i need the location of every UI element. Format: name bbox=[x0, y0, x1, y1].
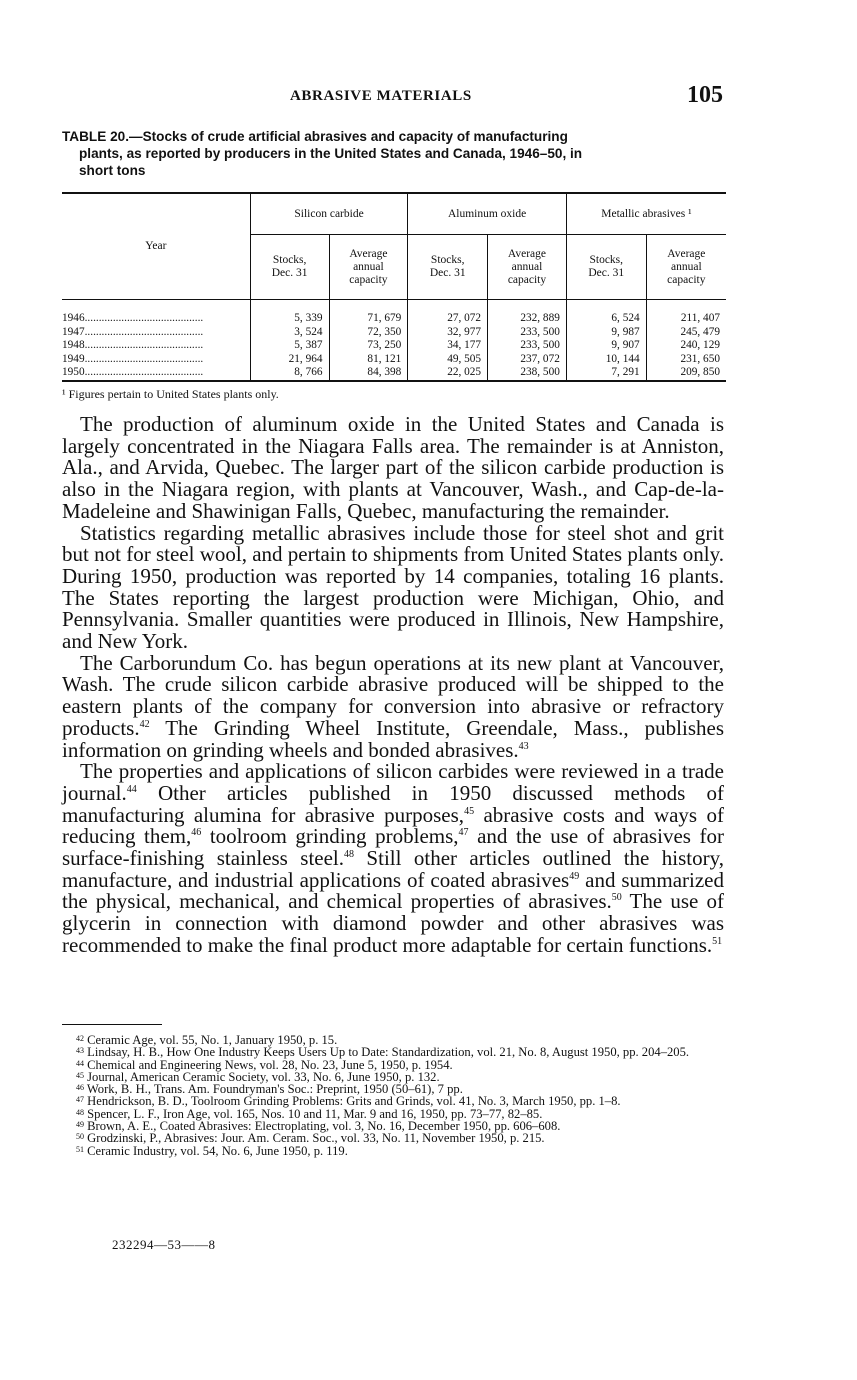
footnote: $^{45}$ Journal, American Ceramic Society, vol. 33, No. 6, June 1950, p. 132. bbox=[76, 1069, 440, 1084]
table-cell: 49, 505 bbox=[408, 353, 488, 367]
table-cell: 240, 129 bbox=[646, 339, 726, 353]
table-cell: 10, 144 bbox=[566, 353, 646, 367]
footnote: $^{46}$ Work, B. H., Trans. Am. Foundryman's Soc.: Preprint, 1950 (50–61), 7 pp. bbox=[76, 1082, 463, 1097]
table-row bbox=[62, 339, 726, 353]
table-cell: 32, 977 bbox=[408, 326, 488, 340]
table-row bbox=[62, 353, 726, 367]
footnotes bbox=[62, 1034, 726, 1157]
group-header-aluminum-oxide: Aluminum oxide bbox=[408, 193, 567, 235]
year-cell: 1948.......................................... bbox=[62, 339, 204, 351]
group-header-metallic-abrasives: Metallic abrasives ¹ bbox=[566, 193, 726, 235]
table-cell: 5, 339 bbox=[250, 300, 329, 326]
footnote-ref[interactable]: 46 bbox=[191, 827, 202, 839]
table-cell: 81, 121 bbox=[329, 353, 408, 367]
table-cell: 73, 250 bbox=[329, 339, 408, 353]
year-cell: 1946.......................................... bbox=[62, 312, 204, 324]
footnote-divider bbox=[62, 1024, 162, 1025]
table-cell: 233, 500 bbox=[488, 339, 567, 353]
table-cell: 211, 407 bbox=[646, 300, 726, 326]
table-cell: 237, 072 bbox=[488, 353, 567, 367]
subheader-capacity: Average annual capacity bbox=[646, 235, 726, 300]
footnote: $^{51}$ Ceramic Industry, vol. 54, No. 6, June 1950, p. 119. bbox=[76, 1143, 348, 1158]
caption-line: short tons bbox=[79, 163, 146, 178]
table-cell: 9, 907 bbox=[566, 339, 646, 353]
table-cell: 22, 025 bbox=[408, 366, 488, 381]
year-column-header: Year bbox=[62, 193, 250, 300]
footnote-ref[interactable]: 51 bbox=[712, 935, 723, 947]
print-code: 232294—53——8 bbox=[112, 1237, 216, 1252]
table-cell: 8, 766 bbox=[250, 366, 329, 381]
table-footnote: ¹ Figures pertain to United States plants only. bbox=[62, 387, 279, 401]
paragraph: The Carborundum Co. has begun operations at its new plant at Vancouver, Wash. The crude silicon carbide abrasive produced will be shipped to the eastern plants of the company for conversion into abrasive or refractory products.$^{42}$ The Grinding Wheel Institute, Greendale, Mass., publishes information on grinding wheels and bonded abrasives.$^{43}$ bbox=[62, 650, 724, 762]
paragraph: The production of aluminum oxide in the United States and Canada is largely concentrated in the Niagara Falls area. The remainder is at Anniston, Ala., and Arvida, Quebec. The larger part of the silicon carbide production is also in the Niagara region, with plants at Vancouver, Wash., and Cap-de-la-Madeleine and Shawinigan Falls, Quebec, manufacturing the remainder. bbox=[62, 412, 724, 523]
table-cell: 6, 524 bbox=[566, 300, 646, 326]
footnote: $^{49}$ Brown, A. E., Coated Abrasives: Electroplating, vol. 3, No. 16, December 1950, pp. 606–608. bbox=[76, 1119, 561, 1134]
year-cell: 1950.......................................... bbox=[62, 366, 250, 381]
table-cell: 232, 889 bbox=[488, 300, 567, 326]
footnote: $^{43}$ Lindsay, H. B., How One Industry Keeps Users Up to Date: Standardization, vol. 21, No. 8, August 1950, pp. 204–205. bbox=[76, 1045, 690, 1060]
body-text bbox=[62, 414, 724, 957]
table-cell: 231, 650 bbox=[646, 353, 726, 367]
table-cell: 84, 398 bbox=[329, 366, 408, 381]
table-cell: 245, 479 bbox=[646, 326, 726, 340]
footnote: $^{42}$ Ceramic Age, vol. 55, No. 1, January 1950, p. 15. bbox=[76, 1033, 338, 1047]
table-cell: 34, 177 bbox=[408, 339, 488, 353]
table-cell: 7, 291 bbox=[566, 366, 646, 381]
group-header-silicon-carbide: Silicon carbide bbox=[250, 193, 408, 235]
table-cell: 72, 350 bbox=[329, 326, 408, 340]
footnote-ref[interactable]: 50 bbox=[611, 892, 622, 904]
table-cell: 21, 964 bbox=[250, 353, 329, 367]
year-cell: 1949.......................................... bbox=[62, 352, 204, 365]
subheader-capacity: Average annual capacity bbox=[488, 235, 567, 300]
footnote: $^{48}$ Spencer, L. F., Iron Age, vol. 165, Nos. 10 and 11, Mar. 9 and 16, 1950, pp. 73–77, 82–85. bbox=[76, 1106, 543, 1121]
stocks-capacity-table bbox=[62, 192, 726, 382]
table-cell: 71, 679 bbox=[329, 300, 408, 326]
subheader-stocks: Stocks, Dec. 31 bbox=[566, 235, 646, 300]
caption-line: TABLE 20.—Stocks of crude artificial abrasives and capacity of manufacturing bbox=[62, 129, 568, 144]
table-cell: 209, 850 bbox=[646, 366, 726, 381]
caption-line: plants, as reported by producers in the United States and Canada, 1946–50, in bbox=[79, 146, 583, 161]
year-cell: 1947.......................................... bbox=[62, 325, 204, 338]
footnote-ref[interactable]: 49 bbox=[569, 870, 580, 882]
subheader-stocks: Stocks, Dec. 31 bbox=[408, 235, 488, 300]
paragraph: Statistics regarding metallic abrasives include those for steel shot and grit but not for steel wool, and pertain to shipments from United States plants only. During 1950, production was reported by 14 companies, totaling 16 plants. The States reporting the largest production were Michigan, Ohio, and Pennsylvania. Smaller quantities were produced in Illinois, New Hampshire, and New York. bbox=[62, 520, 724, 654]
table-cell: 233, 500 bbox=[488, 326, 567, 340]
table-cell: 9, 987 bbox=[566, 326, 646, 340]
table-row bbox=[62, 366, 726, 381]
table-caption bbox=[62, 128, 726, 179]
page-number: 105 bbox=[687, 82, 723, 108]
footnote-ref[interactable]: 47 bbox=[458, 827, 469, 839]
footnote-ref[interactable]: 48 bbox=[344, 849, 355, 861]
footnote: $^{44}$ Chemical and Engineering News, vol. 28, No. 23, June 5, 1950, p. 1954. bbox=[76, 1057, 453, 1072]
paragraph: The properties and applications of silicon carbides were reviewed in a trade journal.$^{44}$ Other articles published in 1950 discussed methods of manufacturing alumina for abrasive purposes,$^{45}$ abrasive costs and ways of reducing them,$^{46}$ toolroom grinding problems,$^{47}$ and the use of abrasives for surface-finishing stainless steel.$^{48}$ Still other articles outlined the history, manufacture, and industrial applications of coated abrasives$^{49}$ and summarized the physical, mechanical, and chemical properties of abrasives.$^{50}$ The use of glycerin in connection with diamond powder and other abrasives was recommended to make the final product more adaptable for certain functions.$^{51}$ bbox=[62, 759, 724, 957]
subheader-capacity: Average annual capacity bbox=[329, 235, 408, 300]
footnote-ref[interactable]: 43 bbox=[518, 740, 529, 752]
table-cell: 27, 072 bbox=[408, 300, 488, 326]
subheader-stocks: Stocks, Dec. 31 bbox=[250, 235, 329, 300]
table-row bbox=[62, 300, 726, 326]
footnote: $^{47}$ Hendrickson, B. D., Toolroom Grinding Problems: Grits and Grinds, vol. 41, No. 3, March 1950, pp. 1–8. bbox=[76, 1094, 621, 1109]
table-cell: 3, 524 bbox=[250, 326, 329, 340]
running-title: ABRASIVE MATERIALS bbox=[290, 88, 472, 104]
footnote-ref[interactable]: 42 bbox=[139, 718, 150, 730]
table-cell: 238, 500 bbox=[488, 366, 567, 381]
footnote-ref[interactable]: 44 bbox=[126, 783, 137, 795]
table-cell: 5, 387 bbox=[250, 339, 329, 353]
footnote: $^{50}$ Grodzinski, P., Abrasives: Jour. Am. Ceram. Soc., vol. 33, No. 11, November 1950, p. 215. bbox=[76, 1131, 545, 1146]
table-row bbox=[62, 326, 726, 340]
footnote-ref[interactable]: 45 bbox=[464, 805, 475, 817]
